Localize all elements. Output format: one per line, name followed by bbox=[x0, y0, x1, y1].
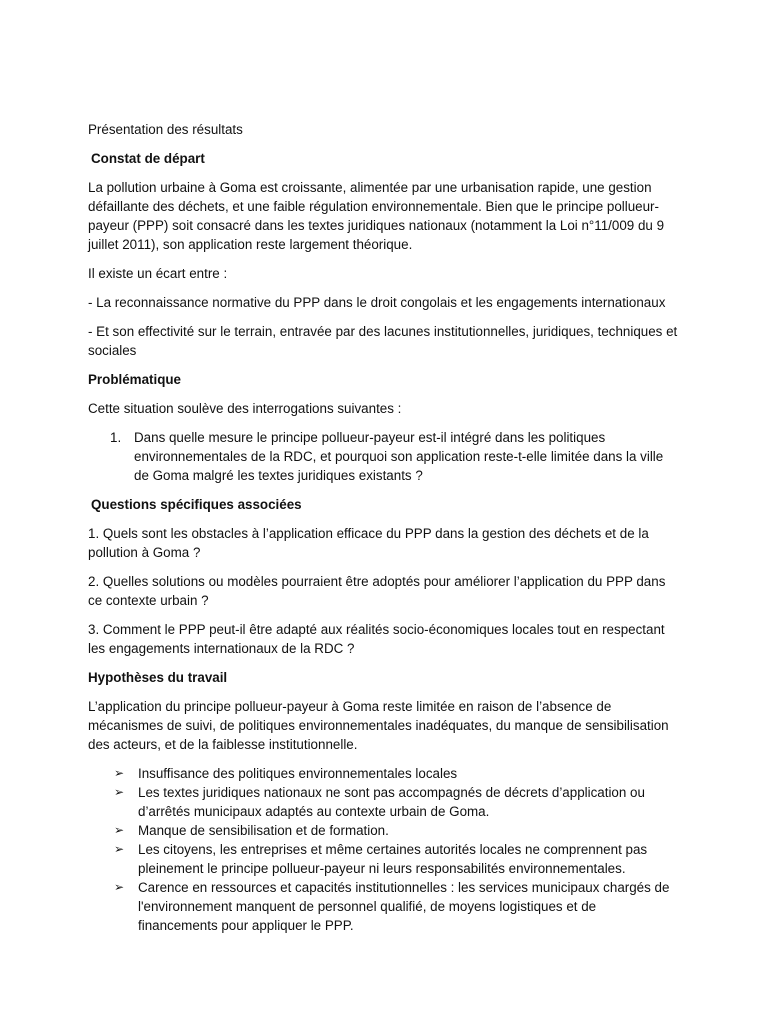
paragraph-gap-intro: Il existe un écart entre : bbox=[88, 266, 228, 281]
list-item bbox=[88, 878, 678, 935]
paragraph-hypotheses: L’application du principe pollueur-payeur à Goma reste limitée en raison de l’absence de mécanismes de suivi, de politiques environnementales inadéquates, du manque de sensibilisation des acteurs, et de la faiblesse institutionnelle. bbox=[88, 699, 669, 752]
bullet-text: Les textes juridiques nationaux ne sont pas accompagnés de décrets d’application ou d’arrêtés municipaux adaptés au contexte urbain de Goma. bbox=[138, 785, 645, 819]
arrow-bullet-icon: ➢ bbox=[114, 766, 125, 780]
heading-hypotheses: Hypothèses du travail bbox=[88, 670, 228, 685]
main-question-list bbox=[88, 428, 678, 485]
heading-constat: Constat de départ bbox=[91, 151, 205, 166]
list-number: 1. bbox=[110, 430, 122, 445]
arrow-bullet-icon: ➢ bbox=[114, 842, 125, 856]
list-item bbox=[88, 821, 678, 840]
bullet-text: Manque de sensibilisation et de formation. bbox=[138, 823, 389, 838]
question-3: 3. Comment le PPP peut-il être adapté aux réalités socio-économiques locales tout en respectant les engagements internationaux de la RDC ? bbox=[88, 622, 665, 656]
list-item bbox=[88, 840, 678, 878]
bullet-text: Les citoyens, les entreprises et même certaines autorités locales ne comprennent pas pleinement le principe pollueur-payeur ni leurs responsabilités environnementales. bbox=[138, 842, 648, 876]
hypotheses-bullet-list bbox=[88, 764, 678, 935]
document-title: Présentation des résultats bbox=[88, 122, 243, 137]
question-2: 2. Quelles solutions ou modèles pourraient être adoptés pour améliorer l’application du PPP dans ce contexte urbain ? bbox=[88, 574, 666, 608]
arrow-bullet-icon: ➢ bbox=[114, 823, 125, 837]
main-question-text: Dans quelle mesure le principe pollueur-payeur est-il intégré dans les politiques environnementales de la RDC, et pourquoi son application reste-t-elle limitée dans la ville de Goma malgré les textes juridiques existants ? bbox=[134, 430, 664, 483]
question-1: 1. Quels sont les obstacles à l’application efficace du PPP dans la gestion des déchets et de la pollution à Goma ? bbox=[88, 526, 649, 560]
gap-item-2: - Et son effectivité sur le terrain, entravée par des lacunes institutionnelles, juridiques, techniques et sociales bbox=[88, 324, 678, 358]
list-item bbox=[88, 428, 678, 485]
paragraph-constat: La pollution urbaine à Goma est croissante, alimentée par une urbanisation rapide, une gestion défaillante des déchets, et une faible régulation environnementale. Bien que le principe pollueur-payeur (PPP) soit consacré dans les textes juridiques nationaux (notamment la Loi n°11/009 du 9 juillet 2011), son application reste largement théorique. bbox=[88, 180, 665, 252]
heading-questions: Questions spécifiques associées bbox=[91, 497, 302, 512]
arrow-bullet-icon: ➢ bbox=[114, 880, 125, 894]
list-item bbox=[88, 783, 678, 821]
arrow-bullet-icon: ➢ bbox=[114, 785, 125, 799]
document-body bbox=[88, 120, 678, 935]
bullet-text: Carence en ressources et capacités institutionnelles : les services municipaux chargés de l'environnement manquent de personnel qualifié, de moyens logistiques et de financements pour appliquer le PPP. bbox=[138, 880, 670, 933]
bullet-text: Insuffisance des politiques environnementales locales bbox=[138, 766, 458, 781]
heading-problematique: Problématique bbox=[88, 372, 182, 387]
gap-item-1: - La reconnaissance normative du PPP dans le droit congolais et les engagements internationaux bbox=[88, 295, 666, 310]
list-item bbox=[88, 764, 678, 783]
paragraph-problematique-intro: Cette situation soulève des interrogations suivantes : bbox=[88, 401, 402, 416]
